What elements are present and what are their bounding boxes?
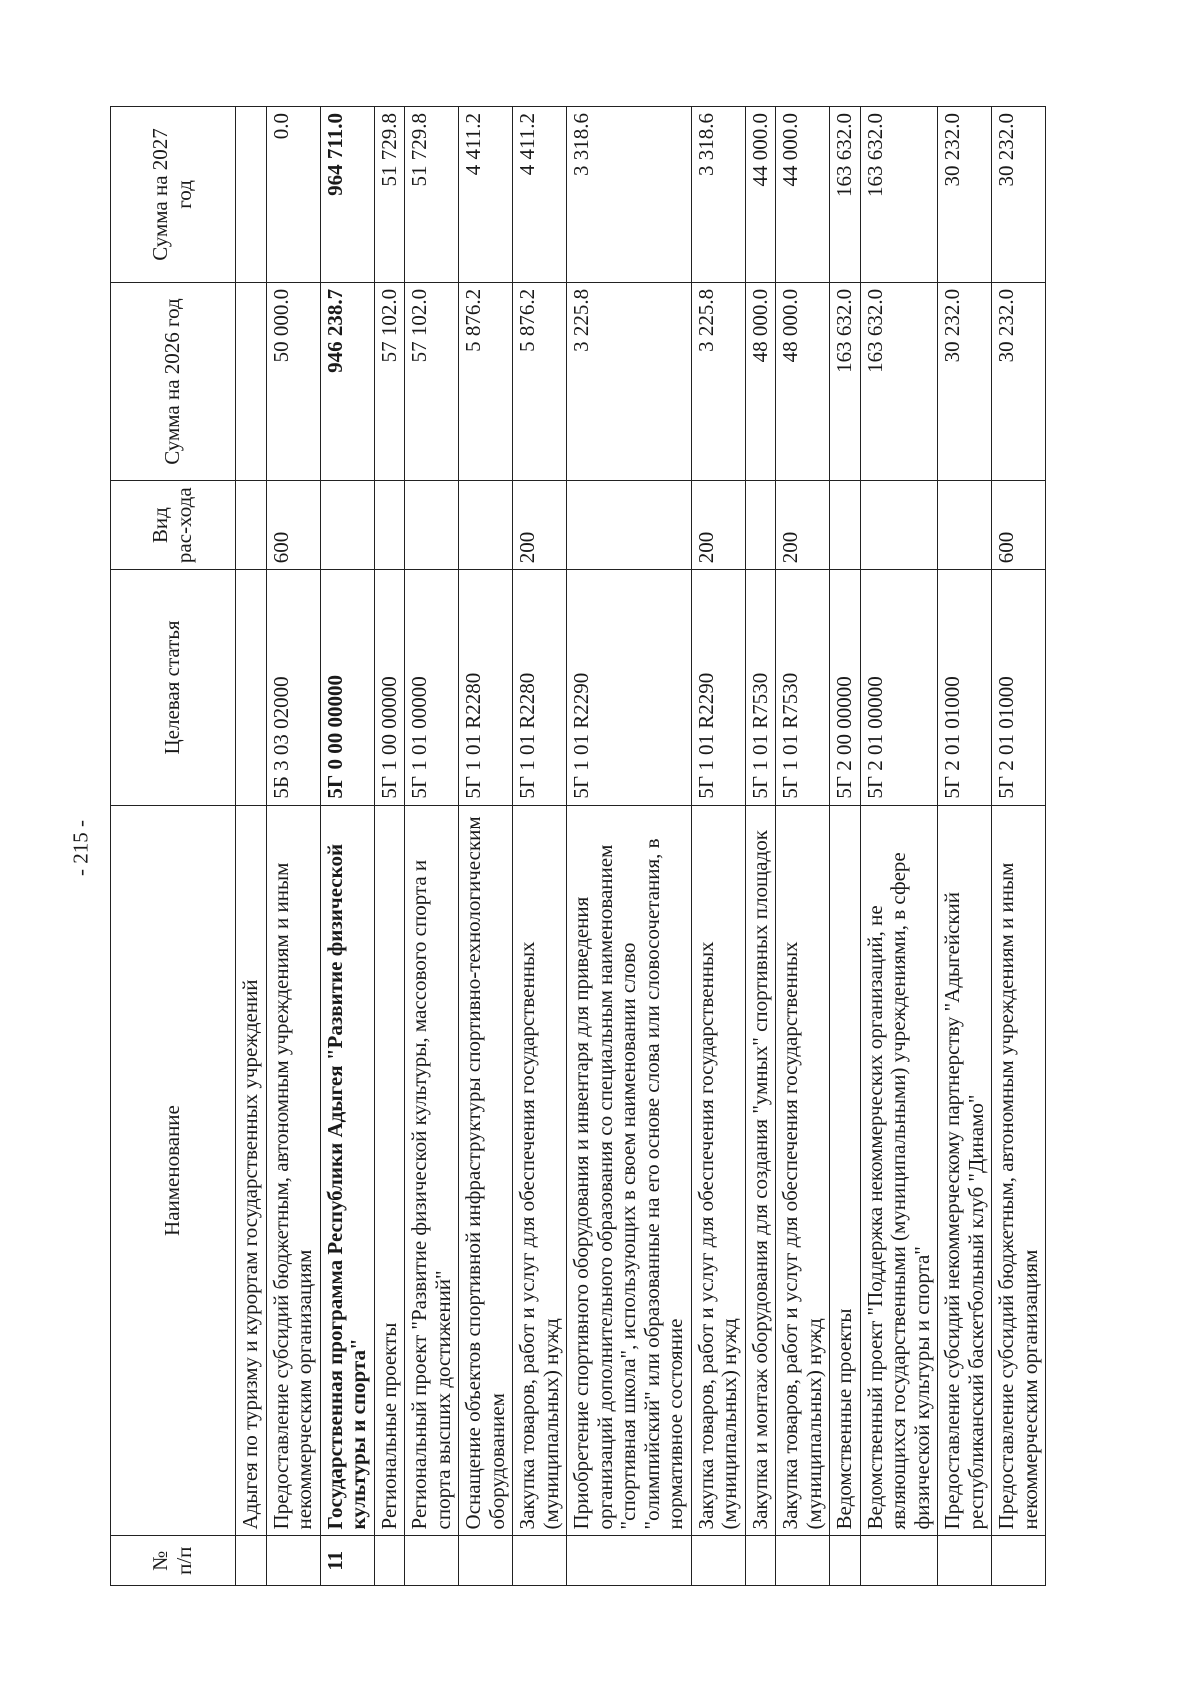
cell-vid xyxy=(405,481,459,570)
cell-name: Адыгея по туризму и курортам государственных учреждений xyxy=(236,805,267,1536)
cell-target: 5Г 2 01 01000 xyxy=(992,570,1046,805)
cell-sum-2027: 0.0 xyxy=(266,107,320,283)
table-body xyxy=(236,107,1046,1586)
cell-vid xyxy=(938,481,992,570)
cell-num xyxy=(745,1536,776,1586)
cell-sum-2026: 57 102.0 xyxy=(405,282,459,480)
cell-vid xyxy=(860,481,938,570)
cell-sum-2026: 3 225.8 xyxy=(567,282,692,480)
table-row xyxy=(513,107,567,1586)
cell-num xyxy=(776,1536,830,1586)
col-header-sum-2026: Сумма на 2026 год xyxy=(111,282,236,480)
table-row xyxy=(860,107,938,1586)
cell-num xyxy=(236,1536,267,1586)
col-header-num: № п/п xyxy=(111,1536,236,1586)
cell-sum-2027: 3 318.6 xyxy=(567,107,692,283)
cell-name: Предоставление субсидий некоммерческому партнерству "Адыгейский республиканский баскетбольный клуб "Динамо" xyxy=(938,805,992,1536)
cell-sum-2026 xyxy=(236,282,267,480)
cell-sum-2026: 3 225.8 xyxy=(691,282,745,480)
cell-num xyxy=(459,1536,513,1586)
table-row xyxy=(567,107,692,1586)
cell-num: 11 xyxy=(320,1536,374,1586)
table-row xyxy=(374,107,405,1586)
cell-name: Закупка и монтаж оборудования для создания "умных" спортивных площадок xyxy=(745,805,776,1536)
cell-sum-2027: 30 232.0 xyxy=(938,107,992,283)
cell-name: Ведомственный проект "Поддержка некоммерческих организаций, не являющихся государственными (муниципальными) учреждениями, в сфере физической культуры и спорта" xyxy=(860,805,938,1536)
cell-sum-2027: 163 632.0 xyxy=(860,107,938,283)
cell-target: 5Г 1 01 00000 xyxy=(405,570,459,805)
cell-sum-2027: 964 711.0 xyxy=(320,107,374,283)
table-row xyxy=(992,107,1046,1586)
cell-target: 5Г 2 01 00000 xyxy=(860,570,938,805)
cell-vid xyxy=(320,481,374,570)
cell-num xyxy=(830,1536,861,1586)
cell-vid: 200 xyxy=(691,481,745,570)
cell-sum-2026: 5 876.2 xyxy=(459,282,513,480)
cell-target: 5Г 1 01 R2280 xyxy=(459,570,513,805)
cell-target: 5Г 1 01 R2280 xyxy=(513,570,567,805)
table-row xyxy=(776,107,830,1586)
cell-name: Закупка товаров, работ и услуг для обеспечения государственных (муниципальных) нужд xyxy=(513,805,567,1536)
col-header-target: Целевая статья xyxy=(111,570,236,805)
cell-num xyxy=(691,1536,745,1586)
cell-vid: 200 xyxy=(513,481,567,570)
table-row xyxy=(459,107,513,1586)
cell-sum-2026: 946 238.7 xyxy=(320,282,374,480)
cell-sum-2026: 5 876.2 xyxy=(513,282,567,480)
cell-sum-2027: 163 632.0 xyxy=(830,107,861,283)
cell-name: Приобретение спортивного оборудования и инвентаря для приведения организаций дополнительного образования со специальным наименованием "спортивная школа", использующих в своем наименовании слово "олимпийский" или образованные на его основе слова или словосочетания, в нормативное состояние xyxy=(567,805,692,1536)
cell-vid xyxy=(374,481,405,570)
budget-table-container xyxy=(110,106,1080,1586)
cell-sum-2026: 30 232.0 xyxy=(992,282,1046,480)
cell-name: Государственная программа Республики Адыгея "Развитие физической культуры и спорта" xyxy=(320,805,374,1536)
cell-vid: 600 xyxy=(266,481,320,570)
table-row xyxy=(266,107,320,1586)
cell-sum-2027: 4 411.2 xyxy=(513,107,567,283)
cell-target: 5Г 1 01 R2290 xyxy=(691,570,745,805)
cell-num xyxy=(992,1536,1046,1586)
cell-vid xyxy=(236,481,267,570)
cell-sum-2026: 30 232.0 xyxy=(938,282,992,480)
cell-sum-2027: 51 729.8 xyxy=(405,107,459,283)
cell-sum-2027: 51 729.8 xyxy=(374,107,405,283)
cell-sum-2026: 50 000.0 xyxy=(266,282,320,480)
cell-vid xyxy=(830,481,861,570)
cell-vid xyxy=(459,481,513,570)
cell-sum-2027: 44 000.0 xyxy=(776,107,830,283)
cell-sum-2027: 30 232.0 xyxy=(992,107,1046,283)
cell-num xyxy=(266,1536,320,1586)
cell-num xyxy=(567,1536,692,1586)
cell-sum-2027: 3 318.6 xyxy=(691,107,745,283)
table-row xyxy=(236,107,267,1586)
table-row xyxy=(320,107,374,1586)
cell-name: Предоставление субсидий бюджетным, автономным учреждениям и иным некоммерческим организациям xyxy=(992,805,1046,1536)
cell-target: 5Б 3 03 02000 xyxy=(266,570,320,805)
cell-target: 5Г 1 01 R7530 xyxy=(745,570,776,805)
cell-target: 5Г 2 01 01000 xyxy=(938,570,992,805)
table-row xyxy=(745,107,776,1586)
table-row xyxy=(938,107,992,1586)
cell-sum-2026: 163 632.0 xyxy=(830,282,861,480)
cell-name: Закупка товаров, работ и услуг для обеспечения государственных (муниципальных) нужд xyxy=(691,805,745,1536)
col-header-vid: Вид рас-хода xyxy=(111,481,236,570)
cell-name: Региональные проекты xyxy=(374,805,405,1536)
cell-target xyxy=(236,570,267,805)
cell-num xyxy=(513,1536,567,1586)
table-header-row xyxy=(111,107,236,1586)
cell-num xyxy=(860,1536,938,1586)
cell-name: Закупка товаров, работ и услуг для обеспечения государственных (муниципальных) нужд xyxy=(776,805,830,1536)
cell-sum-2027: 4 411.2 xyxy=(459,107,513,283)
table-row xyxy=(691,107,745,1586)
cell-num xyxy=(938,1536,992,1586)
cell-sum-2026: 57 102.0 xyxy=(374,282,405,480)
cell-target: 5Г 1 01 R2290 xyxy=(567,570,692,805)
cell-vid xyxy=(567,481,692,570)
cell-sum-2026: 48 000.0 xyxy=(776,282,830,480)
cell-sum-2027 xyxy=(236,107,267,283)
cell-name: Оснащение объектов спортивной инфраструктуры спортивно-технологическим оборудованием xyxy=(459,805,513,1536)
cell-num xyxy=(374,1536,405,1586)
cell-target: 5Г 2 00 00000 xyxy=(830,570,861,805)
cell-vid: 200 xyxy=(776,481,830,570)
cell-target: 5Г 1 01 R7530 xyxy=(776,570,830,805)
table-row xyxy=(830,107,861,1586)
page-number-text: - 215 - xyxy=(68,820,93,876)
budget-table xyxy=(110,106,1046,1586)
cell-target: 5Г 0 00 00000 xyxy=(320,570,374,805)
cell-vid xyxy=(745,481,776,570)
cell-sum-2026: 48 000.0 xyxy=(745,282,776,480)
cell-name: Ведомственные проекты xyxy=(830,805,861,1536)
cell-vid: 600 xyxy=(992,481,1046,570)
cell-name: Региональный проект "Развитие физической культуры, массового спорта и спорта высших достижений" xyxy=(405,805,459,1536)
cell-num xyxy=(405,1536,459,1586)
cell-sum-2027: 44 000.0 xyxy=(745,107,776,283)
cell-sum-2026: 163 632.0 xyxy=(860,282,938,480)
table-row xyxy=(405,107,459,1586)
col-header-sum-2027: Сумма на 2027 год xyxy=(111,107,236,283)
col-header-name: Наименование xyxy=(111,805,236,1536)
cell-target: 5Г 1 00 00000 xyxy=(374,570,405,805)
cell-name: Предоставление субсидий бюджетным, автономным учреждениям и иным некоммерческим организациям xyxy=(266,805,320,1536)
